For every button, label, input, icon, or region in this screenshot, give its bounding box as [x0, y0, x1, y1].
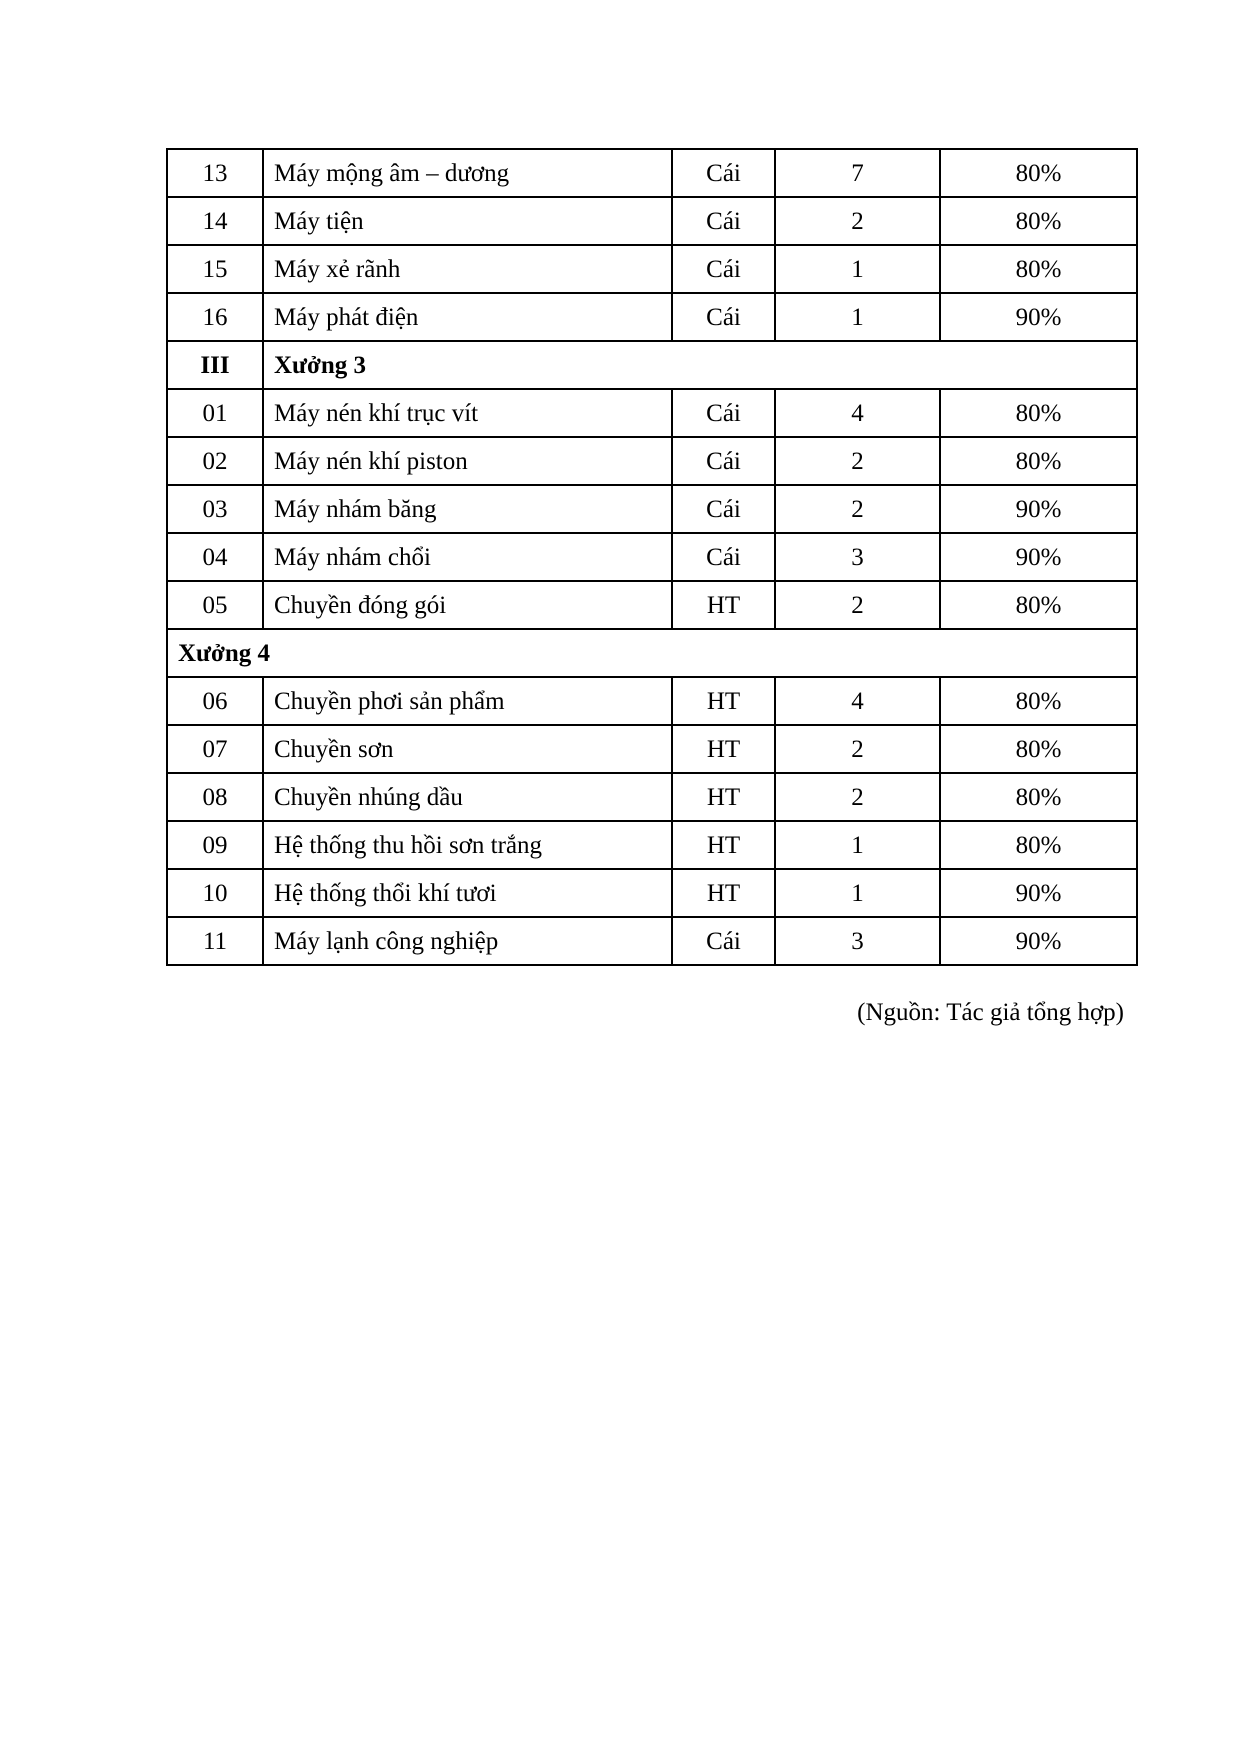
table-row [167, 293, 1137, 341]
unit-cell: Cái [672, 293, 775, 341]
equipment-name: Máy nén khí trục vít [263, 389, 672, 437]
table-row [167, 917, 1137, 965]
row-number: 13 [167, 149, 263, 197]
row-number: 14 [167, 197, 263, 245]
percentage-cell: 80% [940, 245, 1137, 293]
quantity-cell: 2 [775, 485, 940, 533]
equipment-name: Máy nén khí piston [263, 437, 672, 485]
row-number: 10 [167, 869, 263, 917]
table-row [167, 869, 1137, 917]
row-number: 11 [167, 917, 263, 965]
row-number: 02 [167, 437, 263, 485]
percentage-cell: 80% [940, 437, 1137, 485]
unit-cell: Cái [672, 245, 775, 293]
quantity-cell: 1 [775, 245, 940, 293]
unit-cell: Cái [672, 197, 775, 245]
percentage-cell: 80% [940, 773, 1137, 821]
row-number: 04 [167, 533, 263, 581]
section-row [167, 341, 1137, 389]
table-row [167, 197, 1137, 245]
row-number: 16 [167, 293, 263, 341]
quantity-cell: 2 [775, 725, 940, 773]
row-number: 06 [167, 677, 263, 725]
table-row [167, 149, 1137, 197]
equipment-table [166, 148, 1138, 966]
unit-cell: HT [672, 725, 775, 773]
equipment-name: Máy xẻ rãnh [263, 245, 672, 293]
table-row [167, 389, 1137, 437]
table-row [167, 725, 1137, 773]
unit-cell: Cái [672, 149, 775, 197]
equipment-name: Máy nhám băng [263, 485, 672, 533]
source-note: (Nguồn: Tác giả tổng hợp) [857, 999, 1124, 1026]
percentage-cell: 80% [940, 725, 1137, 773]
percentage-cell: 80% [940, 197, 1137, 245]
quantity-cell: 1 [775, 293, 940, 341]
percentage-cell: 80% [940, 581, 1137, 629]
percentage-cell: 80% [940, 389, 1137, 437]
percentage-cell: 90% [940, 533, 1137, 581]
percentage-cell: 80% [940, 677, 1137, 725]
table-row [167, 773, 1137, 821]
unit-cell: HT [672, 821, 775, 869]
quantity-cell: 3 [775, 533, 940, 581]
unit-cell: Cái [672, 917, 775, 965]
table-row [167, 485, 1137, 533]
equipment-name: Hệ thống thu hồi sơn trắng [263, 821, 672, 869]
equipment-name: Chuyền phơi sản phẩm [263, 677, 672, 725]
unit-cell: Cái [672, 533, 775, 581]
percentage-cell: 90% [940, 485, 1137, 533]
quantity-cell: 2 [775, 773, 940, 821]
row-number: 03 [167, 485, 263, 533]
quantity-cell: 3 [775, 917, 940, 965]
table-row [167, 533, 1137, 581]
row-number: 07 [167, 725, 263, 773]
equipment-name: Chuyền sơn [263, 725, 672, 773]
percentage-cell: 90% [940, 293, 1137, 341]
section-title: Xưởng 3 [263, 341, 1137, 389]
percentage-cell: 80% [940, 149, 1137, 197]
equipment-name: Máy lạnh công nghiệp [263, 917, 672, 965]
equipment-name: Máy mộng âm – dương [263, 149, 672, 197]
row-number: 05 [167, 581, 263, 629]
unit-cell: HT [672, 677, 775, 725]
unit-cell: HT [672, 581, 775, 629]
row-number: 15 [167, 245, 263, 293]
table-row [167, 821, 1137, 869]
quantity-cell: 7 [775, 149, 940, 197]
equipment-name: Hệ thống thổi khí tươi [263, 869, 672, 917]
equipment-name: Chuyền đóng gói [263, 581, 672, 629]
quantity-cell: 2 [775, 581, 940, 629]
unit-cell: Cái [672, 437, 775, 485]
equipment-table-body [167, 149, 1137, 965]
unit-cell: HT [672, 773, 775, 821]
table-row [167, 581, 1137, 629]
section-title: Xưởng 4 [167, 629, 1137, 677]
row-number: 01 [167, 389, 263, 437]
unit-cell: Cái [672, 485, 775, 533]
unit-cell: Cái [672, 389, 775, 437]
table-row [167, 437, 1137, 485]
section-number: III [167, 341, 263, 389]
table-row [167, 245, 1137, 293]
equipment-name: Máy nhám chổi [263, 533, 672, 581]
row-number: 09 [167, 821, 263, 869]
quantity-cell: 2 [775, 437, 940, 485]
quantity-cell: 1 [775, 821, 940, 869]
unit-cell: HT [672, 869, 775, 917]
quantity-cell: 4 [775, 677, 940, 725]
percentage-cell: 90% [940, 917, 1137, 965]
percentage-cell: 90% [940, 869, 1137, 917]
percentage-cell: 80% [940, 821, 1137, 869]
quantity-cell: 4 [775, 389, 940, 437]
table-row [167, 677, 1137, 725]
equipment-name: Chuyền nhúng dầu [263, 773, 672, 821]
equipment-name: Máy phát điện [263, 293, 672, 341]
quantity-cell: 1 [775, 869, 940, 917]
quantity-cell: 2 [775, 197, 940, 245]
section-row [167, 629, 1137, 677]
equipment-name: Máy tiện [263, 197, 672, 245]
row-number: 08 [167, 773, 263, 821]
